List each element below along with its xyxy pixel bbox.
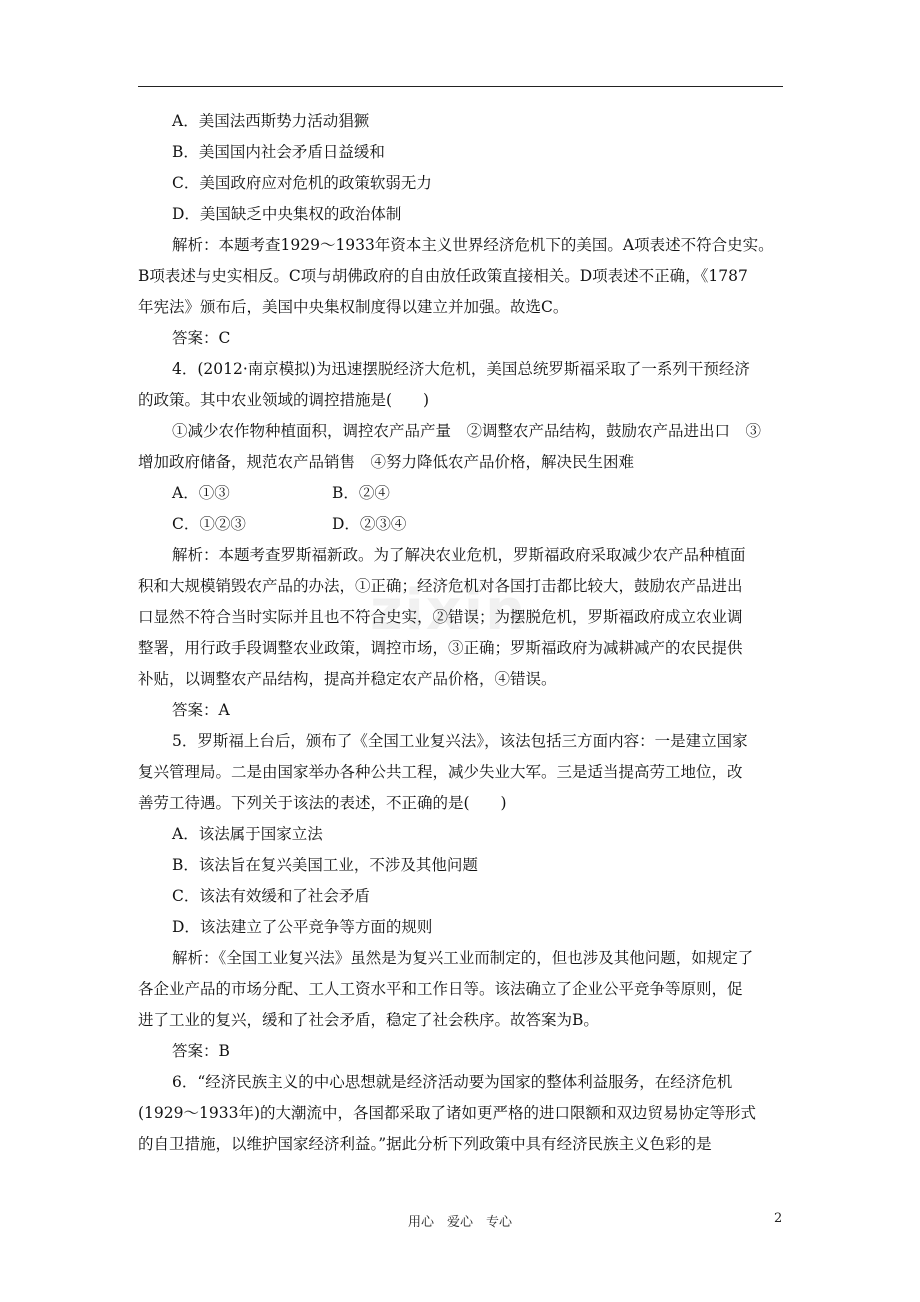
q5-analysis-line: 解析：《全国工业复兴法》虽然是为复兴工业而制定的，但也涉及其他问题，如规定了 [172, 949, 754, 967]
q5-stem-line: 复兴管理局。二是由国家举办各种公共工程，减少失业大军。三是适当提高劳工地位，改 [138, 763, 743, 781]
q5-analysis-line: 各企业产品的市场分配、工人工资水平和工作日等。该法确立了企业公平竞争等原则，促 [138, 980, 743, 998]
q4-item-line: 增加政府储备，规范农产品销售 ④努力降低农产品价格，解决民生困难 [138, 453, 635, 471]
q3-analysis-line: 年宪法》颁布后，美国中央集权制度得以建立并加强。故选C。 [138, 298, 569, 316]
q5-answer: 答案：B [172, 1042, 230, 1060]
q4-option-a: A．①③ [172, 484, 230, 502]
q4-options-row [138, 478, 783, 509]
header-rule [138, 86, 783, 87]
q5-analysis-line: 进了工业的复兴，缓和了社会矛盾，稳定了社会秩序。故答案为B。 [138, 1011, 599, 1029]
q5-option-d: D．该法建立了公平竞争等方面的规则 [172, 918, 433, 936]
q4-stem-line: 4．(2012·南京模拟)为迅速摆脱经济大危机，美国总统罗斯福采取了一系列干预经济 [172, 360, 750, 378]
q4-item-line: ①减少农作物种植面积，调控农产品产量 ②调整农产品结构，鼓励农产品进出口 ③ [172, 422, 762, 440]
q3-answer: 答案：C [172, 329, 231, 347]
q4-analysis-line: 补贴，以调整农产品结构，提高并稳定农产品价格，④错误。 [138, 670, 557, 688]
q4-analysis-line: 解析：本题考查罗斯福新政。为了解决农业危机，罗斯福政府采取减少农产品种植面 [172, 546, 746, 564]
q4-analysis-line: 积和大规模销毁农产品的办法，①正确；经济危机对各国打击都比较大，鼓励农产品进出 [138, 577, 743, 595]
page-number: 2 [774, 1211, 783, 1226]
q6-stem-line: 的自卫措施，以维护国家经济利益。”据此分析下列政策中具有经济民族主义色彩的是 [138, 1135, 712, 1153]
q3-option-a: A．美国法西斯势力活动猖獗 [172, 112, 370, 130]
q6-stem-line: (1929～1933年)的大潮流中，各国都采取了诸如更严格的进口限额和双边贸易协定等形式 [138, 1104, 756, 1122]
q3-option-b: B．美国国内社会矛盾日益缓和 [172, 143, 385, 161]
q5-option-b: B．该法旨在复兴美国工业，不涉及其他问题 [172, 856, 478, 874]
q4-answer: 答案：A [172, 701, 230, 719]
q3-analysis-line: B项表述与史实相反。C项与胡佛政府的自由放任政策直接相关。D项表述不正确，《1787 [138, 267, 748, 285]
q5-option-c: C．该法有效缓和了社会矛盾 [172, 887, 370, 905]
q4-analysis-line: 整署，用行政手段调整农业政策，调控市场，③正确；罗斯福政府为减耕减产的农民提供 [138, 639, 743, 657]
q4-option-b: B．②④ [332, 484, 390, 502]
footer-motto: 用心 爱心 专心 [407, 1215, 512, 1230]
q3-option-d: D．美国缺乏中央集权的政治体制 [172, 205, 402, 223]
q4-stem-line: 的政策。其中农业领域的调控措施是( ) [138, 391, 430, 409]
q3-analysis-line: 解析：本题考查1929～1933年资本主义世界经济危机下的美国。A项表述不符合史实。 [172, 236, 774, 254]
q4-option-c: C．①②③ [172, 515, 246, 533]
q5-stem-line: 善劳工待遇。下列关于该法的表述，不正确的是( ) [138, 794, 507, 812]
q4-analysis-line: 口显然不符合当时实际并且也不符合史实，②错误；为摆脱危机，罗斯福政府成立农业调 [138, 608, 743, 626]
q4-options-row [138, 509, 783, 540]
page-content [138, 106, 783, 1160]
q5-stem-line: 5．罗斯福上台后，颁布了《全国工业复兴法》，该法包括三方面内容：一是建立国家 [172, 732, 748, 750]
watermark: zixin [370, 578, 527, 643]
q3-option-c: C．美国政府应对危机的政策软弱无力 [172, 174, 432, 192]
q5-option-a: A．该法属于国家立法 [172, 825, 323, 843]
q4-option-d: D．②③④ [332, 515, 407, 533]
q6-stem-line: 6．“经济民族主义的中心思想就是经济活动要为国家的整体利益服务，在经济危机 [172, 1073, 733, 1091]
